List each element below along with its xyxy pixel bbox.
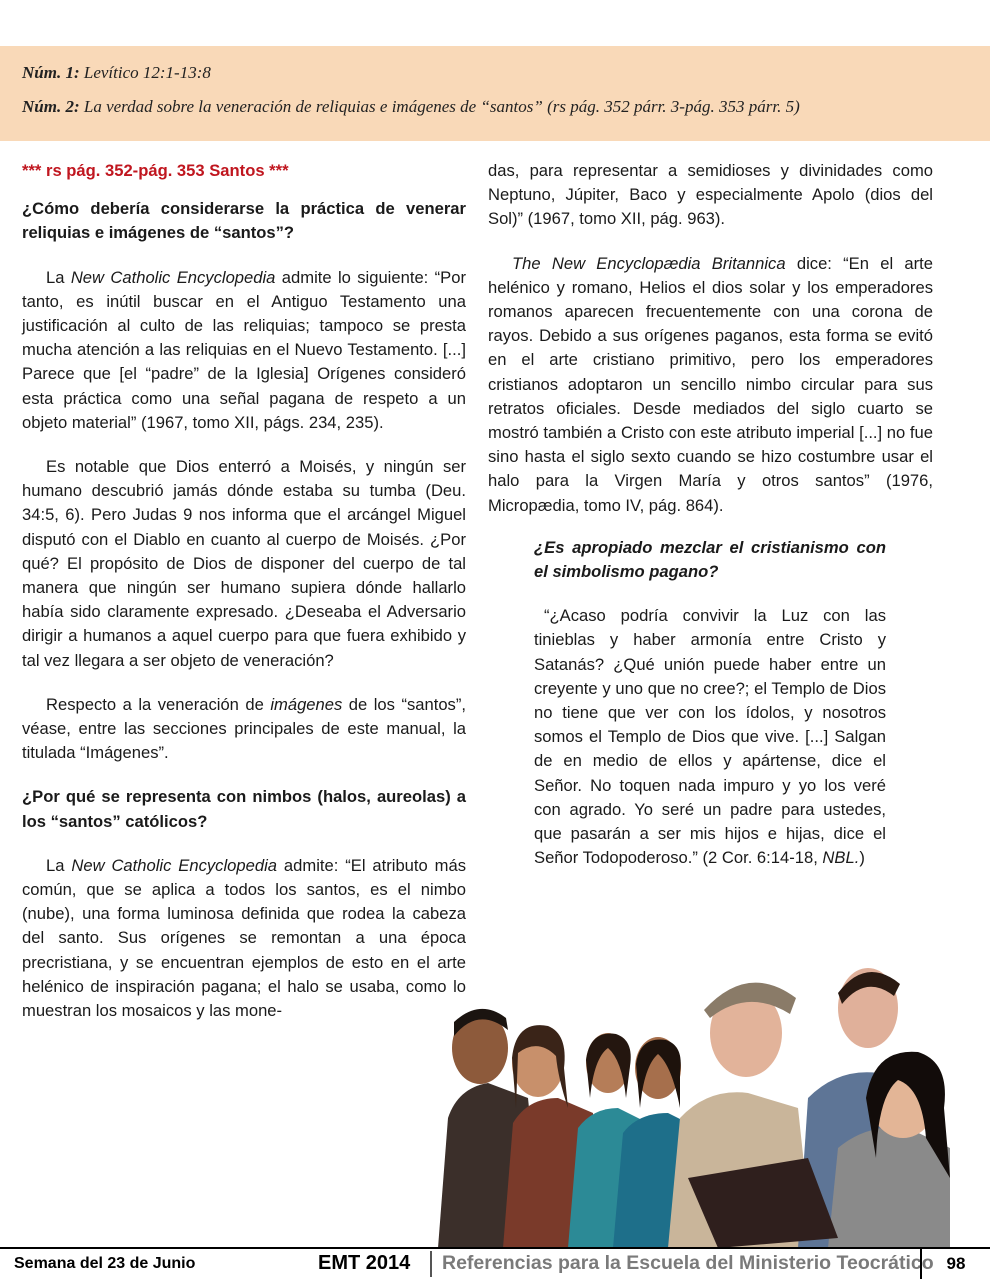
page-number: 98 bbox=[920, 1249, 990, 1279]
assignment-banner bbox=[0, 46, 990, 141]
scripture-quote: “¿Acaso podría convivir la Luz con las tinieblas y haber armonía entre Cristo y Satanás? ¿Qué unión puede haber entre un creyente y uno que no cree?; el Templo de Dios no tiene que ver con los ídolos, y nosotros somos el Templo de Dios que vive. [...] Salgan de en medio de ellos y apártense, dice el Señor. No toquen nada impuro y yo los veré con agrado. Yo seré un padre para ustedes, que pasarán a ser mis hijos e hijas, dice el Señor Todopoderoso.” (2 Cor. 6:14-18, NBL.) bbox=[534, 606, 886, 868]
assignment-2-label: Núm. 2: bbox=[22, 97, 80, 116]
people-group-illustration bbox=[418, 948, 950, 1248]
footer-emt: EMT 2014 bbox=[318, 1252, 411, 1274]
emphasis: imágenes bbox=[270, 694, 343, 714]
paragraph-5: das, para representar a semidioses y divinidades como Neptuno, Júpiter, Baco y especialmente Apolo (dios del Sol)” (1967, tomo XII, pág. 963). bbox=[488, 161, 933, 229]
question-1: ¿Cómo debería considerarse la práctica de venerar reliquias e imágenes de “santos”? bbox=[22, 199, 466, 243]
footer-week: Semana del 23 de Junio bbox=[14, 1255, 196, 1272]
page-footer bbox=[0, 1247, 990, 1282]
source-title: New Catholic Encyclopedia bbox=[70, 267, 276, 287]
assignment-2-text: La verdad sobre la veneración de reliquias e imágenes de “santos” (rs pág. 352 párr. 3-pág. 353 párr. 5) bbox=[79, 97, 800, 116]
paragraph-4: La New Catholic Encyclopedia admite: “El atributo más común, que se aplica a todos los santos, es el nimbo (nube), una forma luminosa definida que rodea la cabeza del santo. Sus orígenes se remontan a una época precristiana, y se encuentran ejemplos de esto en el arte helénico de inspiración pagana; el halo se usaba, como lo muestran los mosaicos y las mone- bbox=[22, 855, 466, 1021]
right-column bbox=[488, 159, 933, 870]
question-3: ¿Es apropiado mezclar el cristianismo con el simbolismo pagano? bbox=[534, 537, 886, 582]
bible-version: NBL. bbox=[822, 848, 860, 868]
reference-heading: *** rs pág. 352-pág. 353 Santos *** bbox=[22, 161, 289, 180]
paragraph-3: Respecto a la veneración de imágenes de los “santos”, véase, entre las secciones principales de este manual, la titulada “Imágenes”. bbox=[22, 694, 466, 763]
footer-title: Referencias para la Escuela del Ministerio Teocrático bbox=[442, 1252, 934, 1274]
assignment-1-text: Levítico 12:1-13:8 bbox=[79, 63, 211, 82]
question-2: ¿Por qué se representa con nimbos (halos, aureolas) a los “santos” católicos? bbox=[22, 787, 466, 831]
assignment-2 bbox=[22, 97, 800, 117]
inset-block bbox=[488, 536, 933, 871]
assignment-1-label: Núm. 1: bbox=[22, 63, 80, 82]
paragraph-6: The New Encyclopædia Britannica dice: “En el arte helénico y romano, Helios el dios solar y los emperadores romanos aparecen frecuentemente con una corona de rayos. Debido a sus orígenes paganos, esta forma se evitó en el arte cristiano primitivo, pero los emperadores cristianos adoptaron un sencillo nimbo circular para sus retratos oficiales. Desde mediados del siglo cuarto se mostró también a Cristo con este atributo imperial [...] no fue sino hasta el siglo sexto cuando se hizo costumbre usar el halo para la Virgen María y otros santos” (1976, Micropædia, tomo IV, pág. 864). bbox=[488, 253, 934, 515]
assignment-1 bbox=[22, 63, 211, 83]
source-title: New Catholic Encyclopedia bbox=[71, 855, 278, 875]
paragraph-1: La New Catholic Encyclopedia admite lo siguiente: “Por tanto, es inútil buscar en el Antiguo Testamento una justificación al culto de las reliquias; tampoco se presta mucha atención a las reliquias en el Nuevo Testamento. [...] Parece que [el “padre” de la Iglesia] Orígenes consideró esta práctica como una señal pagana de respeto a un objeto material” (1967, tomo XII, págs. 234, 235). bbox=[22, 267, 466, 432]
footer-separator bbox=[430, 1251, 432, 1277]
left-column bbox=[22, 159, 466, 1023]
source-title: The New Encyclopædia Britannica bbox=[512, 253, 786, 273]
paragraph-2: Es notable que Dios enterró a Moisés, y ningún ser humano descubrió jamás dónde estaba su tumba (Deu. 34:5, 6). Pero Judas 9 nos informa que el arcángel Miguel disputó con el Diablo en cuanto al cuerpo de Moisés. ¿Por qué? El propósito de Dios de disponer del cuerpo de tal manera que ningún ser humano supiera dónde hallarlo había sido claramente expresado. ¿Deseaba el Adversario dirigir a humanos a aquel cuerpo para que fuera exhibido y tal vez llegara a ser objeto de veneración? bbox=[22, 457, 466, 670]
